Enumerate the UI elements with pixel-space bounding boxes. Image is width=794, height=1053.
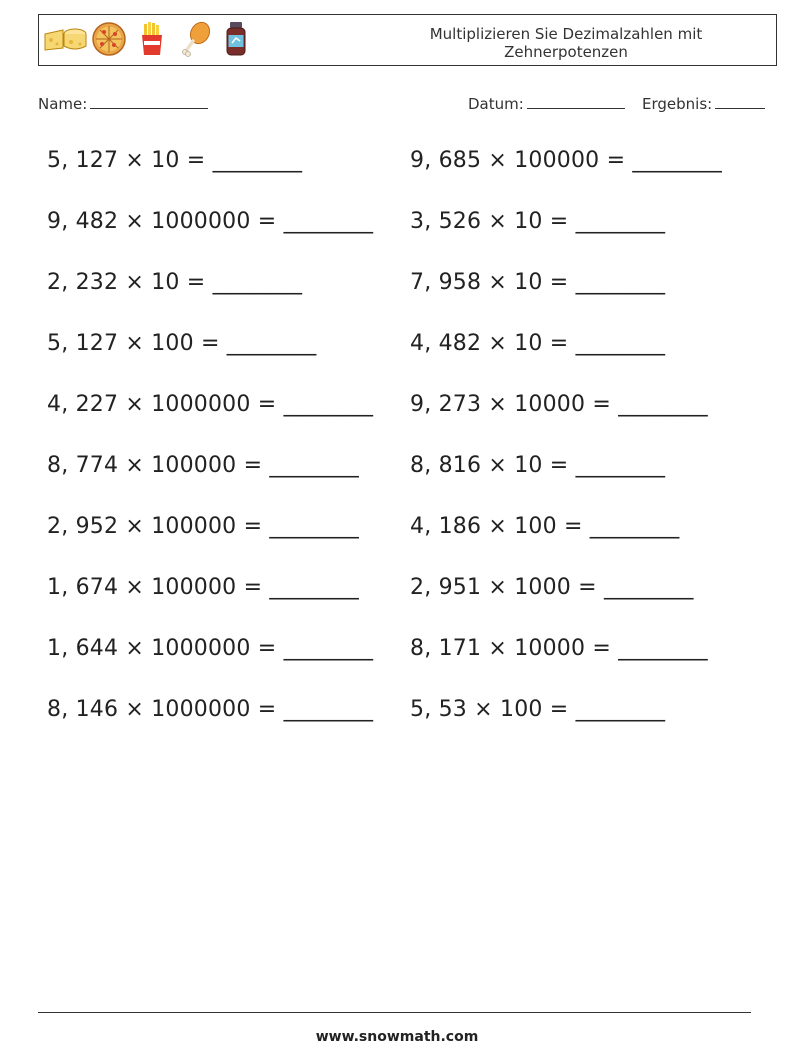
problem-right-2: 3, 526 × 10 = ________ — [410, 209, 666, 234]
chicken-leg-icon — [181, 21, 211, 61]
date-label: Datum: — [468, 95, 524, 113]
problem-right-3: 7, 958 × 10 = ________ — [410, 270, 666, 295]
problem-left-6: 8, 774 × 100000 = ________ — [47, 453, 359, 478]
score-label: Ergebnis: — [642, 95, 713, 113]
jar-icon — [225, 21, 247, 61]
problem-left-1: 5, 127 × 10 = ________ — [47, 148, 303, 173]
problem-right-4: 4, 482 × 10 = ________ — [410, 331, 666, 356]
fries-icon — [139, 21, 165, 61]
name-blank[interactable] — [90, 94, 208, 109]
problem-left-4: 5, 127 × 100 = ________ — [47, 331, 317, 356]
problem-right-6: 8, 816 × 10 = ________ — [410, 453, 666, 478]
date-blank[interactable] — [527, 94, 625, 109]
problem-left-10: 8, 146 × 1000000 = ________ — [47, 697, 374, 722]
problem-right-9: 8, 171 × 10000 = ________ — [410, 636, 708, 661]
problem-left-2: 9, 482 × 1000000 = ________ — [47, 209, 374, 234]
score-field — [642, 94, 765, 113]
problem-left-3: 2, 232 × 10 = ________ — [47, 270, 303, 295]
score-blank[interactable] — [715, 94, 765, 109]
cheese-icon — [43, 24, 87, 58]
title-line-2: Zehnerpotenzen — [504, 43, 628, 61]
worksheet-title — [396, 25, 736, 61]
footer-url: www.snowmath.com — [315, 1029, 479, 1045]
worksheet-header — [38, 14, 777, 66]
problem-left-8: 1, 674 × 100000 = ________ — [47, 575, 359, 600]
problem-right-7: 4, 186 × 100 = ________ — [410, 514, 680, 539]
header-icons — [43, 23, 247, 59]
problem-right-10: 5, 53 × 100 = ________ — [410, 697, 666, 722]
name-field — [38, 94, 208, 113]
date-field — [468, 94, 625, 113]
pizza-icon — [91, 21, 127, 61]
problem-left-5: 4, 227 × 1000000 = ________ — [47, 392, 374, 417]
problem-left-9: 1, 644 × 1000000 = ________ — [47, 636, 374, 661]
problem-right-1: 9, 685 × 100000 = ________ — [410, 148, 722, 173]
name-label: Name: — [38, 95, 88, 113]
title-line-1: Multiplizieren Sie Dezimalzahlen mit — [429, 25, 703, 43]
problem-left-7: 2, 952 × 100000 = ________ — [47, 514, 359, 539]
problem-right-8: 2, 951 × 1000 = ________ — [410, 575, 694, 600]
problem-right-5: 9, 273 × 10000 = ________ — [410, 392, 708, 417]
footer-divider — [38, 1012, 751, 1013]
